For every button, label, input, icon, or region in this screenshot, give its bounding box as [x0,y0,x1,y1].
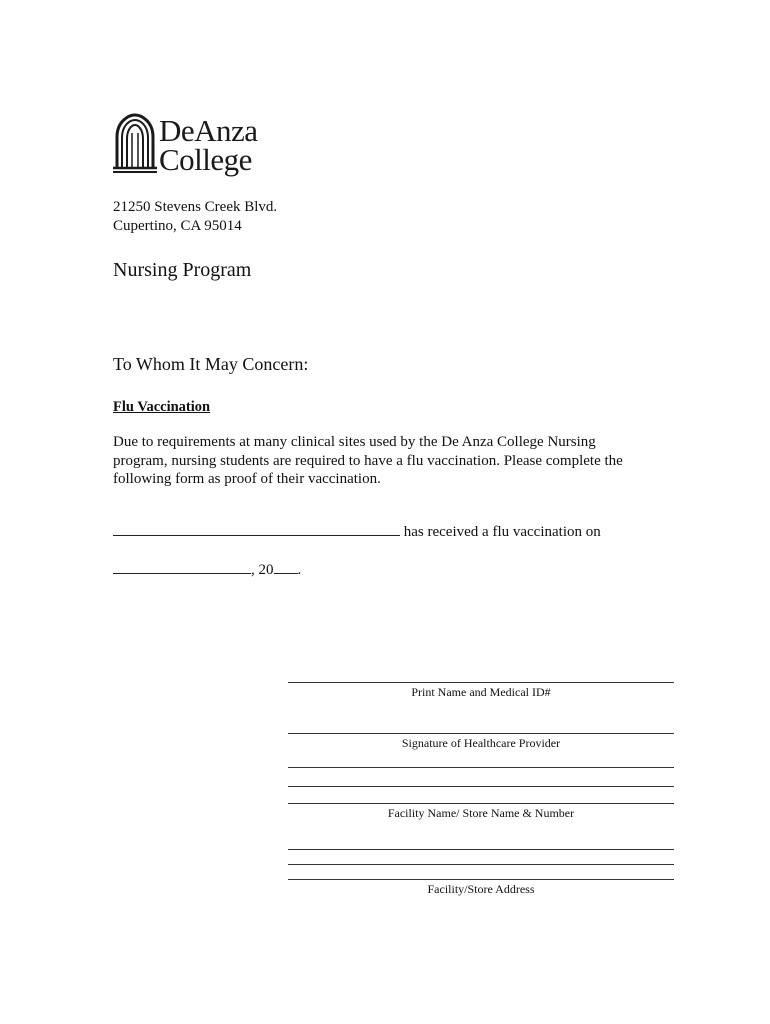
print-name-line[interactable] [288,682,674,683]
college-logo [113,113,283,183]
logo-text-college: College [159,142,252,177]
student-name-blank[interactable] [113,521,400,536]
facility-name-line-3[interactable] [288,803,674,804]
year-prefix: , 20 [251,562,274,578]
section-heading: Flu Vaccination [113,399,211,415]
year-blank[interactable] [274,559,298,574]
facility-address-line-2[interactable] [288,864,674,865]
vaccination-date-statement [113,559,301,580]
body-paragraph: Due to requirements at many clinical sites used by the De Anza College Nursing program, nursing students are required to have a flu vaccination. Please complete the following form as proof of their vaccination. [113,434,623,487]
college-address [113,198,277,236]
address-street: 21250 Stevens Creek Blvd. [113,199,278,215]
address-city: Cupertino, CA 95014 [113,218,242,234]
print-name-label: Print Name and Medical ID# [411,685,551,699]
facility-address-label: Facility/Store Address [427,882,535,896]
facility-name-label: Facility Name/ Store Name & Number [387,806,575,820]
date-blank[interactable] [113,559,251,574]
facility-address-line-3[interactable] [288,879,674,880]
received-text: has received a flu vaccination on [400,524,601,540]
logo-text-deanza: DeAnza [159,113,258,148]
student-name-statement [113,521,601,542]
facility-name-line-2[interactable] [288,786,674,787]
signature-line[interactable] [288,733,674,734]
facility-address-line-1[interactable] [288,849,674,850]
signature-label: Signature of Healthcare Provider [401,736,561,750]
salutation: To Whom It May Concern: [113,354,309,374]
facility-name-line-1[interactable] [288,767,674,768]
year-suffix: . [297,562,302,578]
program-title: Nursing Program [113,259,252,281]
arch-logo-icon [113,113,157,175]
